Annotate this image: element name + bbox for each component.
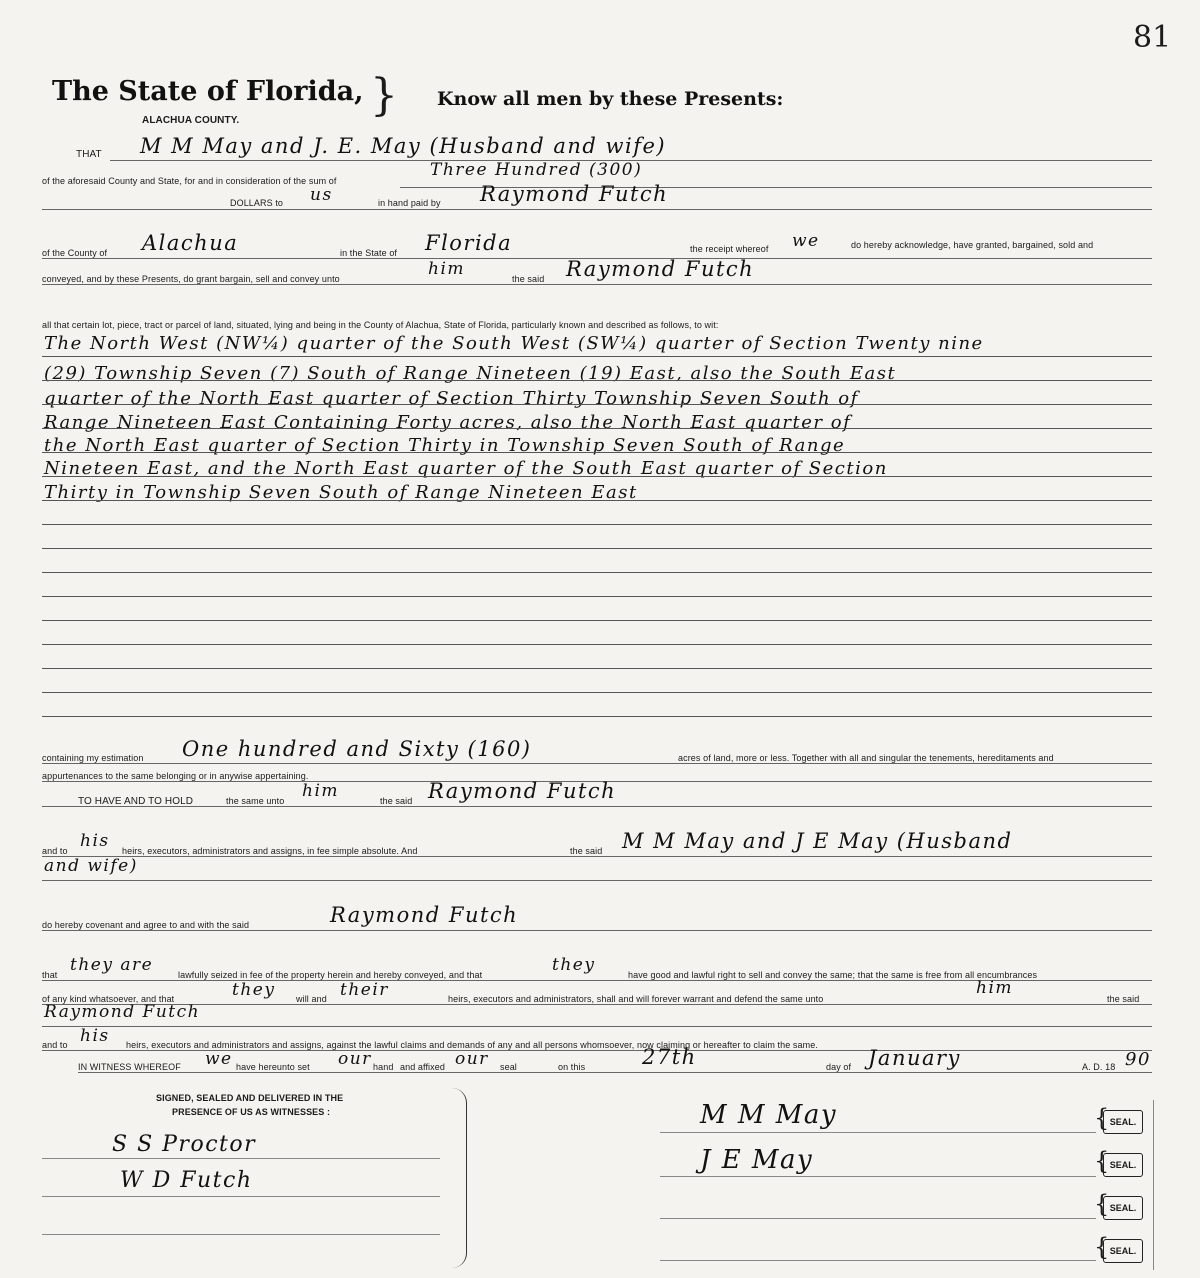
dollars-to-label: DOLLARS to [230, 198, 284, 208]
convey-unto-handwritten: him [428, 259, 466, 279]
hereunto-label: have hereunto set [236, 1062, 310, 1072]
page-number: 81 [1133, 20, 1172, 55]
description-line-5: the North East quarter of Section Thirty in Township Seven South of Range [44, 435, 846, 456]
receipt-whereof-label: the receipt whereof [690, 244, 769, 254]
and-to-label: and to [42, 846, 68, 856]
heirs-exec-label: heirs, executors and administrators, shall and will forever warrant and defend the same unto [448, 994, 824, 1004]
said-name-handwritten: Raymond Futch [44, 1002, 201, 1022]
that-label-2: that [42, 970, 58, 980]
grantors-handwritten: M M May and J. E. May (Husband and wife) [140, 134, 667, 158]
day-of-label: day of [826, 1062, 852, 1072]
witness-bracket [452, 1088, 467, 1268]
description-line-3: quarter of the North East quarter of Section Thirty Township Seven South of [44, 388, 859, 409]
sum-handwritten: Three Hundred (300) [430, 160, 643, 180]
seal-box-4: { SEAL. [1103, 1239, 1143, 1263]
that-they-handwritten: they are [70, 955, 154, 975]
affixed-label: and affixed [400, 1062, 445, 1072]
containing-label: containing my estimation [42, 753, 144, 763]
description-line-7: Thirty in Township Seven South of Range Nineteen East [44, 482, 638, 503]
grantors-again-handwritten: M M May and J E May (Husband [622, 829, 1013, 853]
seal-label-inline: seal [500, 1062, 517, 1072]
description-line-6: Nineteen East, and the North East quarter of the South East quarter of Section [44, 458, 888, 479]
appurtenances-label: appurtenances to the same belonging or in anywise appertaining. [42, 771, 309, 781]
seal-box-1: { SEAL. [1103, 1110, 1143, 1134]
state-title: The State of Florida, [52, 76, 364, 107]
seal-box-3: { SEAL. [1103, 1196, 1143, 1220]
county-handwritten: Alachua [142, 231, 239, 255]
aforesaid-label: of the aforesaid County and State, for and in consideration of the sum of [42, 176, 337, 186]
header-brace: } [370, 70, 398, 121]
paid-by-label: in hand paid by [378, 198, 441, 208]
have-hold-unto-handwritten: him [302, 781, 340, 801]
day-handwritten: 27th [642, 1045, 697, 1069]
have-good-label: have good and lawful right to sell and convey the same; that the same is free from all encumbrances [628, 970, 1038, 980]
signed-label: SIGNED, SEALED AND DELIVERED IN THE [156, 1093, 344, 1103]
description-line-4: Range Nineteen East Containing Forty acres, also the North East quarter of [44, 412, 852, 433]
in-state-of-label: in the State of [340, 248, 398, 258]
grantors-again-2-handwritten: and wife) [44, 856, 138, 876]
of-any-label: of any kind whatsoever, and that [42, 994, 175, 1004]
description-line-1: The North West (NW¼) quarter of the South West (SW¼) quarter of Section Twenty nine [44, 333, 984, 354]
know-all-heading: Know all men by these Presents: [437, 88, 784, 110]
seal-box-2: { SEAL. [1103, 1153, 1143, 1177]
and-to-label-2: and to [42, 1040, 68, 1050]
the-said-label-1: the said [512, 274, 545, 284]
witness-2-signature: W D Futch [120, 1168, 253, 1193]
acknowledge-label: do hereby acknowledge, have granted, bargained, sold and [851, 240, 1094, 250]
witness-we-handwritten: we [205, 1049, 233, 1069]
county-of-label: of the County of [42, 248, 108, 258]
month-handwritten: January [868, 1046, 961, 1070]
same-unto-label: the same unto [226, 796, 285, 806]
dollars-to-handwritten: us [310, 185, 333, 205]
will-and-label: will and [296, 994, 327, 1004]
of-any-that-handwritten: they [232, 980, 276, 1000]
that-label: THAT [76, 149, 102, 160]
ad-label: A. D. 18 [1082, 1062, 1116, 1072]
and-that-handwritten: they [552, 955, 596, 975]
state-handwritten: Florida [425, 231, 513, 255]
hand-set-handwritten: our [338, 1049, 372, 1069]
and-to-his-handwritten: his [80, 1026, 110, 1046]
lawfully-label: lawfully seized in fee of the property herein and hereby conveyed, and that [178, 970, 483, 980]
description-line-2: (29) Township Seven (7) South of Range Nineteen (19) East, also the South East [44, 363, 897, 384]
and-to-handwritten: his [80, 831, 110, 851]
conveyed-label: conveyed, and by these Presents, do grant bargain, sell and convey unto [42, 274, 340, 284]
county-label: ALACHUA COUNTY. [142, 115, 240, 126]
paid-by-handwritten: Raymond Futch [480, 182, 669, 206]
acreage-handwritten: One hundred and Sixty (160) [182, 737, 532, 761]
will-and-handwritten: their [340, 980, 389, 1000]
heirs-label: heirs, executors, administrators and assigns, in fee simple absolute. And [122, 846, 418, 856]
on-this-label: on this [558, 1062, 586, 1072]
seal-affixed-handwritten: our [455, 1049, 489, 1069]
heirs-assigns-label: heirs, executors and administrators and assigns, against the lawful claims and demands of any and all persons whomsoever, now claiming or hereafter to claim the same. [126, 1040, 818, 1050]
year-handwritten: 90 [1125, 1049, 1151, 1070]
to-have-label: TO HAVE AND TO HOLD [78, 796, 194, 807]
hand-label: hand [373, 1062, 394, 1072]
the-said-label-3: the said [570, 846, 603, 856]
covenant-with-handwritten: Raymond Futch [330, 903, 519, 927]
signature-2: J E May [700, 1145, 814, 1175]
presence-label: PRESENCE OF US AS WITNESSES : [172, 1107, 331, 1117]
defend-unto-handwritten: him [976, 978, 1014, 998]
signature-1: M M May [700, 1100, 838, 1130]
acres-label: acres of land, more or less. Together with all and singular the tenements, hereditaments and [678, 753, 1054, 763]
witness-label: IN WITNESS WHEREOF [78, 1062, 181, 1072]
covenant-label: do hereby covenant and agree to and with the said [42, 920, 250, 930]
receipt-whereof-handwritten: we [792, 231, 820, 251]
grantee-handwritten: Raymond Futch [566, 257, 755, 281]
all-that-label: all that certain lot, piece, tract or parcel of land, situated, lying and being in the County of Alachua, State of Florida, particularly known and described as follows, to wit: [42, 320, 719, 330]
the-said-label-4: the said [1107, 994, 1140, 1004]
the-said-label-2: the said [380, 796, 413, 806]
have-hold-said-handwritten: Raymond Futch [428, 779, 617, 803]
witness-1-signature: S S Proctor [112, 1132, 257, 1157]
